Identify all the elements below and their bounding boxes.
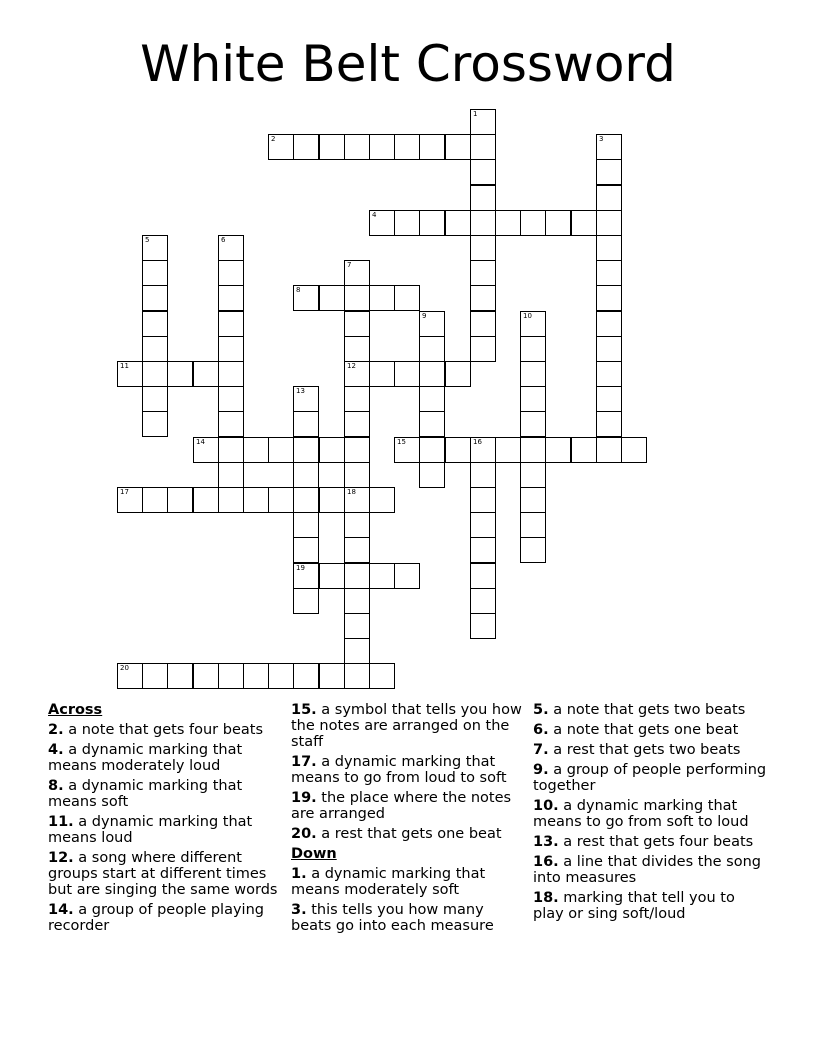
- grid-cell[interactable]: [495, 210, 521, 236]
- grid-cell[interactable]: [117, 487, 143, 513]
- clue-item: [48, 850, 284, 898]
- clue-number: 17: [120, 488, 129, 496]
- grid-cell[interactable]: [419, 462, 445, 488]
- grid-cell[interactable]: [470, 487, 496, 513]
- grid-cell[interactable]: [445, 210, 471, 236]
- grid-cell[interactable]: [621, 437, 647, 463]
- grid-cell[interactable]: [571, 437, 597, 463]
- grid-cell[interactable]: [470, 537, 496, 563]
- grid-cell[interactable]: [470, 512, 496, 538]
- clue-number: 19: [296, 564, 305, 572]
- clue-number: 2.: [48, 722, 64, 738]
- grid-cell[interactable]: [167, 361, 193, 387]
- page-title: White Belt Crossword: [140, 35, 676, 93]
- grid-cell[interactable]: [344, 386, 370, 412]
- clue-item: [48, 778, 284, 810]
- grid-cell[interactable]: [218, 311, 244, 337]
- grid-cell[interactable]: [369, 134, 395, 160]
- grid-cell[interactable]: [193, 361, 219, 387]
- clue-item: [48, 722, 284, 738]
- grid-cell[interactable]: [596, 210, 622, 236]
- clue-number: 9.: [533, 762, 549, 778]
- clue-text: a dynamic marking that means moderately loud: [48, 742, 243, 774]
- clue-item: [291, 754, 527, 786]
- grid-cell[interactable]: [470, 311, 496, 337]
- grid-cell[interactable]: [344, 361, 370, 387]
- grid-cell[interactable]: [344, 437, 370, 463]
- clue-item: [48, 814, 284, 846]
- grid-cell[interactable]: [470, 235, 496, 261]
- grid-cell[interactable]: [193, 437, 219, 463]
- grid-cell[interactable]: [293, 588, 319, 614]
- grid-cell[interactable]: [344, 487, 370, 513]
- clues-column-3: [533, 702, 769, 926]
- grid-cell[interactable]: [142, 386, 168, 412]
- grid-cell[interactable]: [596, 235, 622, 261]
- grid-cell[interactable]: [470, 109, 496, 135]
- grid-cell[interactable]: [596, 311, 622, 337]
- clue-number: 12: [347, 362, 356, 370]
- grid-cell[interactable]: [596, 386, 622, 412]
- clue-number: 8.: [48, 778, 64, 794]
- clue-text: a dynamic marking that means loud: [48, 814, 253, 846]
- clue-number: 11.: [48, 814, 74, 830]
- grid-cell[interactable]: [520, 336, 546, 362]
- clue-text: a group of people playing recorder: [48, 902, 264, 934]
- down-heading: Down: [291, 846, 337, 862]
- grid-cell[interactable]: [344, 285, 370, 311]
- grid-cell[interactable]: [293, 512, 319, 538]
- grid-cell[interactable]: [470, 159, 496, 185]
- clue-text: a rest that gets four beats: [558, 834, 754, 850]
- clue-number: 10: [523, 312, 532, 320]
- clue-number: 20.: [291, 826, 317, 842]
- grid-cell[interactable]: [520, 361, 546, 387]
- clues-column-1: [48, 702, 284, 938]
- grid-cell[interactable]: [470, 437, 496, 463]
- grid-cell[interactable]: [344, 563, 370, 589]
- grid-cell[interactable]: [596, 185, 622, 211]
- clue-number: 3: [599, 135, 604, 143]
- grid-cell[interactable]: [520, 512, 546, 538]
- grid-cell[interactable]: [344, 613, 370, 639]
- clue-item: [291, 702, 527, 750]
- grid-cell[interactable]: [445, 134, 471, 160]
- grid-cell[interactable]: [218, 336, 244, 362]
- clue-text: a dynamic marking that means to go from soft to loud: [533, 798, 749, 830]
- grid-cell[interactable]: [293, 563, 319, 589]
- clue-item: [291, 902, 527, 934]
- across-heading: Across: [48, 702, 103, 718]
- clue-item: [533, 702, 769, 718]
- grid-cell[interactable]: [520, 487, 546, 513]
- grid-cell[interactable]: [319, 487, 345, 513]
- clue-number: 15: [397, 438, 406, 446]
- grid-cell[interactable]: [520, 437, 546, 463]
- grid-cell[interactable]: [394, 285, 420, 311]
- clue-item: [48, 902, 284, 934]
- clue-item: [533, 798, 769, 830]
- clue-number: 9: [422, 312, 427, 320]
- grid-cell[interactable]: [344, 311, 370, 337]
- grid-cell[interactable]: [142, 487, 168, 513]
- clue-number: 20: [120, 664, 129, 672]
- clue-item: [533, 722, 769, 738]
- grid-cell[interactable]: [520, 311, 546, 337]
- grid-cell[interactable]: [319, 563, 345, 589]
- clue-number: 19.: [291, 790, 317, 806]
- clue-item: [533, 854, 769, 886]
- clue-number: 11: [120, 362, 129, 370]
- clue-item: [533, 890, 769, 922]
- grid-cell[interactable]: [319, 134, 345, 160]
- clue-number: 4.: [48, 742, 64, 758]
- clue-item: [291, 826, 527, 842]
- clue-text: a dynamic marking that means moderately soft: [291, 866, 486, 898]
- clue-number: 17.: [291, 754, 317, 770]
- grid-cell[interactable]: [520, 462, 546, 488]
- clue-item: [291, 790, 527, 822]
- grid-cell[interactable]: [218, 411, 244, 437]
- grid-cell[interactable]: [369, 487, 395, 513]
- grid-cell[interactable]: [470, 210, 496, 236]
- grid-cell[interactable]: [419, 134, 445, 160]
- grid-cell[interactable]: [268, 134, 294, 160]
- grid-cell[interactable]: [142, 311, 168, 337]
- grid-cell[interactable]: [319, 437, 345, 463]
- grid-cell[interactable]: [293, 537, 319, 563]
- grid-cell[interactable]: [596, 134, 622, 160]
- clue-number: 12.: [48, 850, 74, 866]
- grid-cell[interactable]: [218, 462, 244, 488]
- grid-cell[interactable]: [293, 487, 319, 513]
- clue-number: 13.: [533, 834, 559, 850]
- clue-number: 18: [347, 488, 356, 496]
- clue-text: a dynamic marking that means to go from loud to soft: [291, 754, 507, 786]
- clue-number: 2: [271, 135, 276, 143]
- grid-cell[interactable]: [596, 285, 622, 311]
- clue-number: 14.: [48, 902, 74, 918]
- grid-cell[interactable]: [218, 260, 244, 286]
- grid-cell[interactable]: [344, 134, 370, 160]
- grid-cell[interactable]: [344, 638, 370, 664]
- grid-cell[interactable]: [369, 563, 395, 589]
- grid-cell[interactable]: [268, 437, 294, 463]
- clue-number: 18.: [533, 890, 559, 906]
- grid-cell[interactable]: [142, 285, 168, 311]
- grid-cell[interactable]: [293, 462, 319, 488]
- clue-number: 7.: [533, 742, 549, 758]
- grid-cell[interactable]: [344, 588, 370, 614]
- grid-cell[interactable]: [268, 487, 294, 513]
- grid-cell[interactable]: [344, 462, 370, 488]
- grid-cell[interactable]: [142, 663, 168, 689]
- grid-cell[interactable]: [470, 588, 496, 614]
- grid-cell[interactable]: [419, 336, 445, 362]
- grid-cell[interactable]: [117, 663, 143, 689]
- grid-cell[interactable]: [419, 386, 445, 412]
- grid-cell[interactable]: [419, 411, 445, 437]
- grid-cell[interactable]: [193, 663, 219, 689]
- clue-number: 8: [296, 286, 301, 294]
- grid-cell[interactable]: [142, 361, 168, 387]
- grid-cell[interactable]: [218, 437, 244, 463]
- grid-cell[interactable]: [344, 663, 370, 689]
- grid-cell[interactable]: [596, 260, 622, 286]
- clue-number: 1.: [291, 866, 307, 882]
- grid-cell[interactable]: [520, 210, 546, 236]
- grid-cell[interactable]: [596, 437, 622, 463]
- grid-cell[interactable]: [369, 210, 395, 236]
- clue-text: a note that gets two beats: [548, 702, 746, 718]
- grid-cell[interactable]: [218, 386, 244, 412]
- grid-cell[interactable]: [470, 613, 496, 639]
- grid-cell[interactable]: [293, 134, 319, 160]
- grid-cell[interactable]: [142, 235, 168, 261]
- clue-text: marking that tell you to play or sing soft/loud: [533, 890, 735, 922]
- grid-cell[interactable]: [445, 361, 471, 387]
- grid-cell[interactable]: [218, 285, 244, 311]
- clue-text: a symbol that tells you how the notes are arranged on the staff: [291, 702, 522, 750]
- grid-cell[interactable]: [419, 311, 445, 337]
- clue-number: 16.: [533, 854, 559, 870]
- clue-text: this tells you how many beats go into each measure: [291, 902, 494, 934]
- clue-number: 10.: [533, 798, 559, 814]
- grid-cell[interactable]: [470, 134, 496, 160]
- clue-text: a rest that gets two beats: [548, 742, 741, 758]
- grid-cell[interactable]: [419, 210, 445, 236]
- grid-cell[interactable]: [243, 437, 269, 463]
- grid-cell[interactable]: [319, 285, 345, 311]
- grid-cell[interactable]: [344, 411, 370, 437]
- grid-cell[interactable]: [495, 437, 521, 463]
- grid-cell[interactable]: [545, 210, 571, 236]
- grid-cell[interactable]: [218, 361, 244, 387]
- grid-cell[interactable]: [419, 437, 445, 463]
- grid-cell[interactable]: [142, 411, 168, 437]
- clue-text: a group of people performing together: [533, 762, 767, 794]
- clue-number: 7: [347, 261, 352, 269]
- grid-cell[interactable]: [470, 260, 496, 286]
- clue-item: [48, 742, 284, 774]
- grid-cell[interactable]: [545, 437, 571, 463]
- grid-cell[interactable]: [520, 537, 546, 563]
- grid-cell[interactable]: [344, 260, 370, 286]
- grid-cell[interactable]: [470, 462, 496, 488]
- grid-cell[interactable]: [293, 386, 319, 412]
- clue-number: 16: [473, 438, 482, 446]
- grid-cell[interactable]: [394, 437, 420, 463]
- clues-column-2: [291, 702, 527, 938]
- clue-item: [291, 866, 527, 898]
- grid-cell[interactable]: [218, 235, 244, 261]
- clue-number: 4: [372, 211, 377, 219]
- clue-item: [533, 742, 769, 758]
- clue-number: 15.: [291, 702, 317, 718]
- grid-cell[interactable]: [470, 563, 496, 589]
- grid-cell[interactable]: [369, 361, 395, 387]
- grid-cell[interactable]: [470, 285, 496, 311]
- grid-cell[interactable]: [520, 411, 546, 437]
- grid-cell[interactable]: [419, 361, 445, 387]
- grid-cell[interactable]: [596, 361, 622, 387]
- clue-text: a note that gets four beats: [63, 722, 264, 738]
- grid-cell[interactable]: [193, 487, 219, 513]
- grid-cell[interactable]: [596, 159, 622, 185]
- grid-cell[interactable]: [344, 537, 370, 563]
- grid-cell[interactable]: [293, 411, 319, 437]
- clue-number: 5: [145, 236, 150, 244]
- grid-cell[interactable]: [167, 663, 193, 689]
- grid-cell[interactable]: [243, 487, 269, 513]
- clue-number: 3.: [291, 902, 307, 918]
- clue-item: [533, 762, 769, 794]
- clue-number: 5.: [533, 702, 549, 718]
- clue-text: a note that gets one beat: [548, 722, 739, 738]
- grid-cell[interactable]: [470, 185, 496, 211]
- grid-cell[interactable]: [117, 361, 143, 387]
- clue-number: 6: [221, 236, 226, 244]
- grid-cell[interactable]: [394, 134, 420, 160]
- grid-cell[interactable]: [218, 663, 244, 689]
- grid-cell[interactable]: [218, 487, 244, 513]
- grid-cell[interactable]: [243, 663, 269, 689]
- clue-text: the place where the notes are arranged: [291, 790, 512, 822]
- grid-cell[interactable]: [344, 336, 370, 362]
- grid-cell[interactable]: [470, 336, 496, 362]
- grid-cell[interactable]: [369, 663, 395, 689]
- clue-text: a line that divides the song into measures: [533, 854, 761, 886]
- grid-cell[interactable]: [394, 210, 420, 236]
- grid-cell[interactable]: [268, 663, 294, 689]
- clue-number: 1: [473, 110, 478, 118]
- grid-cell[interactable]: [596, 336, 622, 362]
- clue-number: 6.: [533, 722, 549, 738]
- grid-cell[interactable]: [293, 437, 319, 463]
- grid-cell[interactable]: [520, 386, 546, 412]
- clue-text: a dynamic marking that means soft: [48, 778, 243, 810]
- grid-cell[interactable]: [319, 663, 345, 689]
- clue-text: a song where different groups start at different times but are singing the same words: [48, 850, 278, 898]
- grid-cell[interactable]: [394, 563, 420, 589]
- clue-number: 13: [296, 387, 305, 395]
- grid-cell[interactable]: [142, 260, 168, 286]
- clue-number: 14: [196, 438, 205, 446]
- grid-cell[interactable]: [445, 437, 471, 463]
- grid-cell[interactable]: [596, 411, 622, 437]
- grid-cell[interactable]: [293, 285, 319, 311]
- grid-cell[interactable]: [369, 285, 395, 311]
- grid-cell[interactable]: [394, 361, 420, 387]
- clue-text: a rest that gets one beat: [316, 826, 502, 842]
- grid-cell[interactable]: [571, 210, 597, 236]
- clue-item: [533, 834, 769, 850]
- grid-cell[interactable]: [167, 487, 193, 513]
- grid-cell[interactable]: [344, 512, 370, 538]
- grid-cell[interactable]: [293, 663, 319, 689]
- grid-cell[interactable]: [142, 336, 168, 362]
